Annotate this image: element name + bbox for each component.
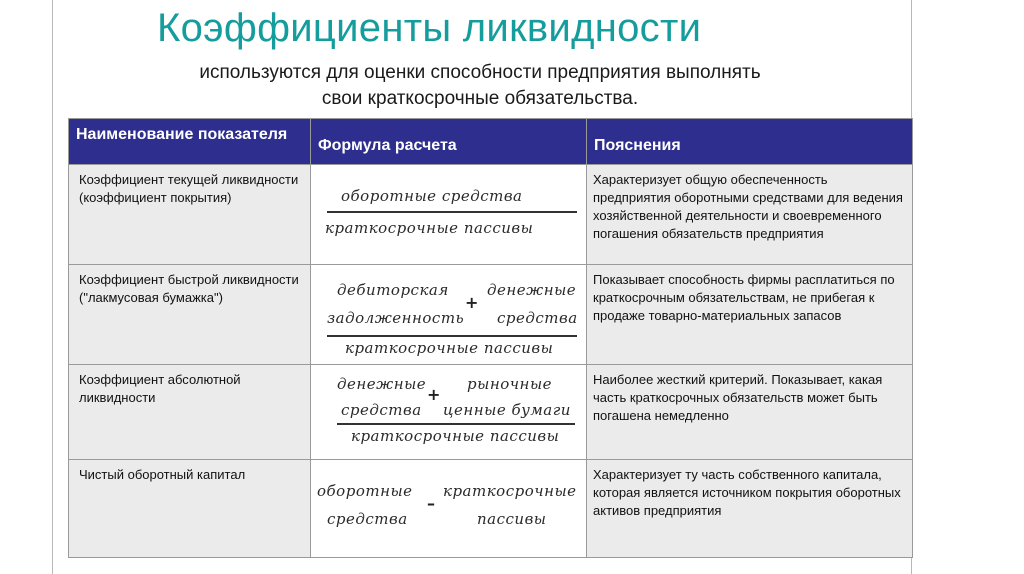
formula-operator: + — [465, 293, 479, 312]
table-header-row — [69, 119, 913, 165]
page-title: Коэффициенты ликвидности — [157, 6, 702, 50]
formula-cell — [311, 460, 587, 558]
header-formula: Формула расчета — [311, 119, 587, 165]
formula-term2-line1: рыночные — [467, 375, 553, 393]
indicator-name: Чистый оборотный капитал — [69, 460, 311, 558]
formula-term1-line1: дебиторская — [337, 281, 449, 299]
indicator-explanation: Характеризует ту часть собственного капитала, которая является источником покрытия оборотных активов предприятия — [587, 460, 913, 558]
fraction-bar — [337, 423, 575, 425]
indicator-explanation: Наиболее жесткий критерий. Показывает, какая часть краткосрочных обязательств может быть погашена немедленно — [587, 365, 913, 460]
formula-term2-line1: денежные — [487, 281, 577, 299]
formula-operator: + — [427, 385, 441, 404]
table-row — [69, 365, 913, 460]
fraction-bar — [327, 211, 577, 213]
formula-term1-line2: задолженность — [327, 309, 465, 327]
liquidity-ratios-table — [68, 118, 913, 558]
table-row — [69, 165, 913, 265]
formula-term1-line1: денежные — [337, 375, 427, 393]
formula-cell — [311, 365, 587, 460]
formula-denominator: краткосрочные пассивы — [345, 339, 554, 357]
formula-cell — [311, 165, 587, 265]
formula-denominator: краткосрочные пассивы — [351, 427, 560, 445]
fraction-bar — [327, 335, 577, 337]
subtitle — [120, 60, 840, 112]
formula-term1-line2: средства — [327, 510, 408, 528]
formula-cell — [311, 265, 587, 365]
formula-term2-line2: ценные бумаги — [443, 401, 571, 419]
formula-numerator: оборотные средства — [341, 187, 523, 205]
indicator-explanation: Характеризует общую обеспеченность предприятия оборотными средствами для ведения хозяйственной деятельности и своевременного погашения обязательств предприятия — [587, 165, 913, 265]
formula-term1-line1: оборотные — [317, 482, 413, 500]
formula-term2-line1: краткосрочные — [443, 482, 577, 500]
table-row — [69, 265, 913, 365]
formula-operator: – — [427, 494, 435, 513]
subtitle-line-2: свои краткосрочные обязательства. — [321, 88, 639, 109]
formula-term2-line2: пассивы — [477, 510, 547, 528]
subtitle-line-1: используются для оценки способности предприятия выполнять — [199, 62, 761, 83]
formula-term2-line2: средства — [497, 309, 578, 327]
indicator-name: Коэффициент абсолютной ликвидности — [69, 365, 311, 460]
header-explanation: Пояснения — [587, 119, 913, 165]
indicator-name: Коэффициент быстрой ликвидности ("лакмусовая бумажка") — [69, 265, 311, 365]
table-row — [69, 460, 913, 558]
formula-denominator: краткосрочные пассивы — [325, 219, 534, 237]
indicator-explanation: Показывает способность фирмы расплатиться по краткосрочным обязательствам, не прибегая к продаже товарно-материальных запасов — [587, 265, 913, 365]
header-indicator-name: Наименование показателя — [69, 119, 311, 165]
formula-term1-line2: средства — [341, 401, 422, 419]
indicator-name: Коэффициент текущей ликвидности (коэффициент покрытия) — [69, 165, 311, 265]
